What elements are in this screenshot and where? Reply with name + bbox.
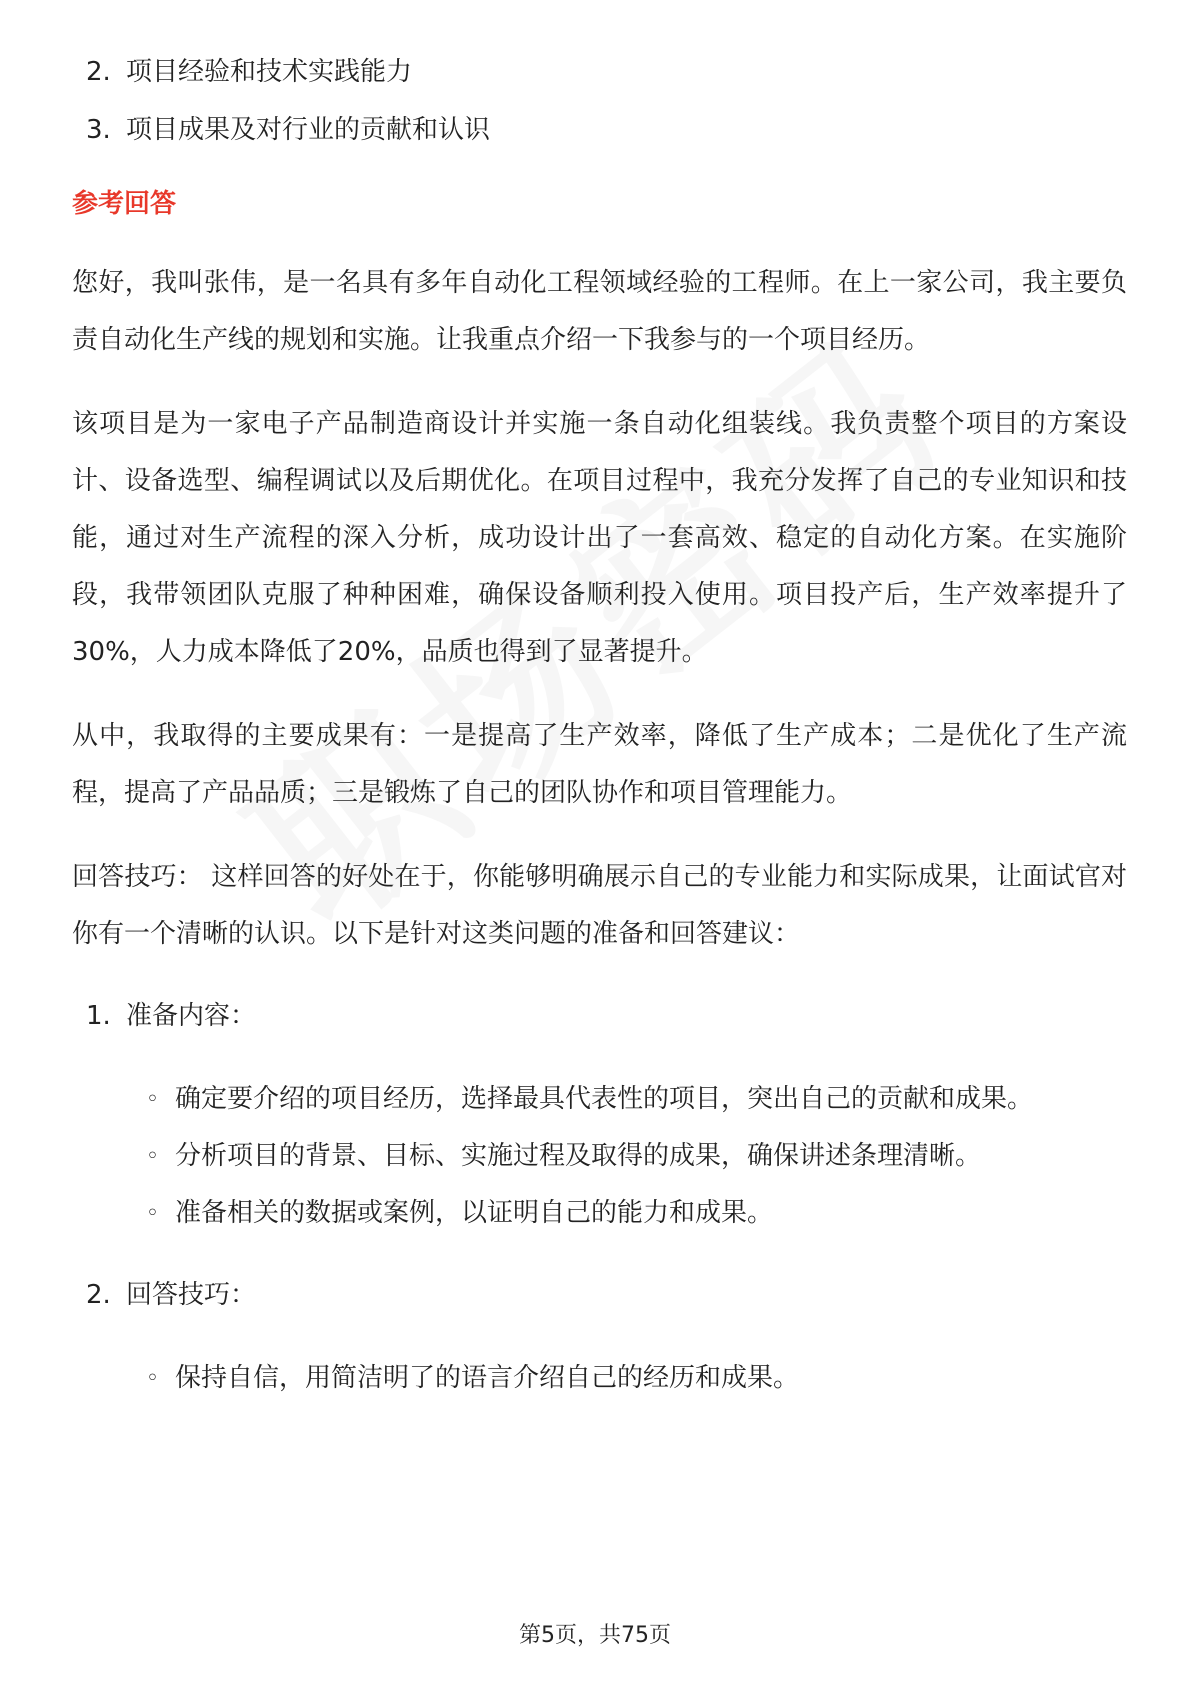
paragraph-tips: 回答技巧： 这样回答的好处在于，你能够明确展示自己的专业能力和实际成果，让面试官对你有一个清晰的认识。以下是针对这类问题的准备和回答建议： [72,862,1127,949]
paragraph-intro: 您好，我叫张伟，是一名具有多年自动化工程领域经验的工程师。在上一家公司，我主要负责自动化生产线的规划和实施。让我重点介绍一下我参与的一个项目经历。 [72,268,1127,355]
bullet-item [72,1185,1127,1242]
bullet-icon: ◦ [146,1087,159,1112]
document-content [72,55,1127,1407]
section-prepare [72,999,1127,1033]
reference-answer-heading: 参考回答 [72,189,177,219]
tips-bullet-list [72,1350,1127,1407]
bullet-icon: ◦ [146,1201,159,1226]
paragraph-results: 从中，我取得的主要成果有：一是提高了生产效率，降低了生产成本；二是优化了生产流程，提高了产品品质；三是锻炼了自己的团队协作和项目管理能力。 [72,721,1127,808]
list-number: 2. [86,1280,111,1310]
list-item [72,113,1127,147]
bullet-item [72,1128,1127,1185]
bullet-text: 确定要介绍的项目经历，选择最具代表性的项目，突出自己的贡献和成果。 [175,1084,1034,1114]
list-item [72,55,1127,89]
list-item-text: 项目成果及对行业的贡献和认识 [126,115,491,145]
bullet-icon: ◦ [146,1144,159,1169]
section-title: 准备内容： [126,1001,257,1031]
prepare-bullet-list [72,1071,1127,1242]
list-number: 2. [86,57,111,87]
section-title: 回答技巧： [126,1280,257,1310]
bullet-text: 准备相关的数据或案例，以证明自己的能力和成果。 [175,1198,774,1228]
bullet-item [72,1071,1127,1128]
bullet-icon: ◦ [146,1366,159,1391]
list-item-text: 项目经验和技术实践能力 [126,57,413,87]
bullet-text: 保持自信，用简洁明了的语言介绍自己的经历和成果。 [175,1363,800,1393]
bullet-item [72,1350,1127,1407]
list-number: 3. [86,115,111,145]
bullet-text: 分析项目的背景、目标、实施过程及取得的成果，确保讲述条理清晰。 [175,1141,982,1171]
section-answer-tips [72,1278,1127,1312]
list-number: 1. [86,1001,111,1031]
page-footer: 第5页，共75页 [519,1623,671,1648]
paragraph-project: 该项目是为一家电子产品制造商设计并实施一条自动化组装线。我负责整个项目的方案设计、设备选型、编程调试以及后期优化。在项目过程中，我充分发挥了自己的专业知识和技能，通过对生产流程的深入分析，成功设计出了一套高效、稳定的自动化方案。在实施阶段，我带领团队克服了种种困难，确保设备顺利投入使用。项目投产后，生产效率提升了30%，人力成本降低了20%，品质也得到了显著提升。 [72,409,1127,667]
